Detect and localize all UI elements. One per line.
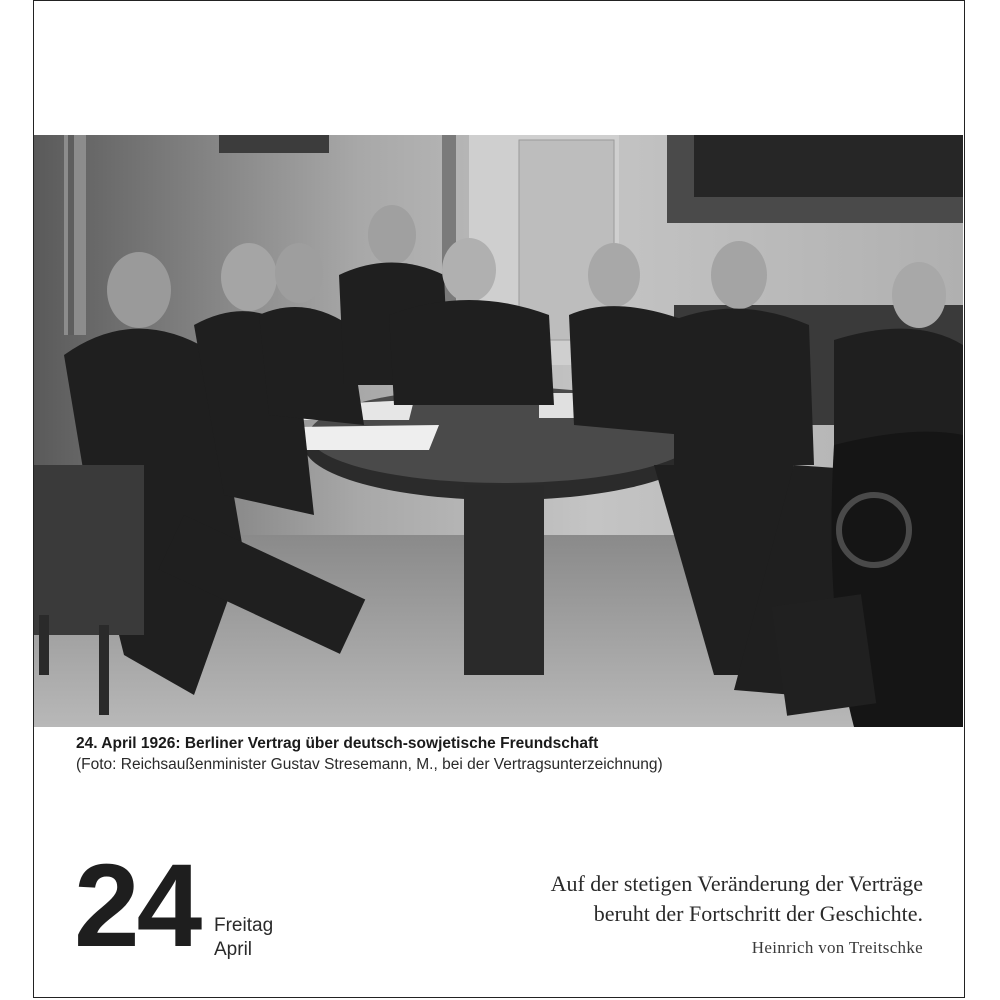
day-number: 24 — [74, 840, 200, 972]
caption-subtitle: (Foto: Reichsaußenminister Gustav Stresemann, M., bei der Vertragsunterzeichnung) — [76, 756, 663, 773]
quote-text — [551, 869, 923, 929]
photo-caption — [76, 733, 936, 775]
calendar-page — [33, 0, 965, 998]
quote-author: Heinrich von Treitschke — [751, 938, 923, 957]
weekday-label: Freitag — [214, 915, 274, 936]
historical-photo — [34, 135, 963, 727]
caption-title: 24. April 1926: Berliner Vertrag über deutsch-sowjetische Freundschaft — [76, 735, 599, 752]
quote-line-1: Auf der stetigen Veränderung der Verträge — [550, 871, 923, 896]
quote-line-2: beruht der Fortschritt der Geschichte. — [593, 901, 923, 926]
month-label: April — [214, 939, 253, 960]
